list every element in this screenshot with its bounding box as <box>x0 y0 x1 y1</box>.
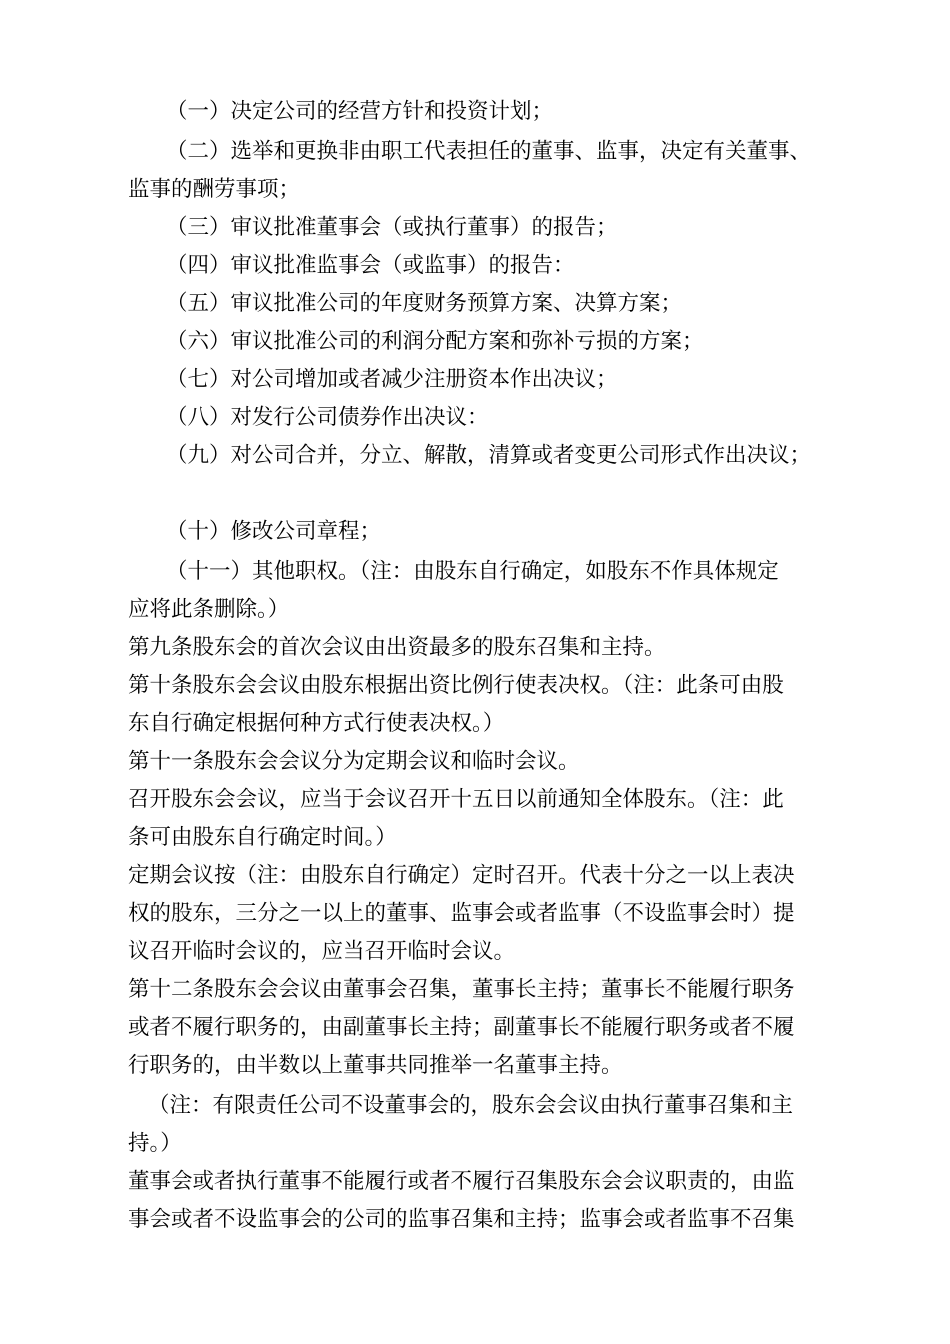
article-11-para-1: 召开股东会会议，应当于会议召开十五日以前通知全体股东。（注：此 <box>128 787 784 812</box>
article-10: 第十条股东会会议由股东根据出资比例行使表决权。（注：此条可由股 <box>128 673 784 698</box>
article-12-note-cont: 持。） <box>128 1131 182 1156</box>
article-11: 第十一条股东会会议分为定期会议和临时会议。 <box>128 749 580 774</box>
article-11-para-2-cont-1: 权的股东，三分之一以上的董事、监事会或者监事（不设监事会时）提 <box>128 901 795 926</box>
clause-item-10: （十）修改公司章程； <box>166 519 382 544</box>
clause-item-11: （十一）其他职权。（注：由股东自行确定，如股东不作具体规定 <box>166 559 779 584</box>
article-11-para-2: 定期会议按（注：由股东自行确定）定时召开。代表十分之一以上表决 <box>128 863 795 888</box>
clause-item-2: （二）选举和更换非由职工代表担任的董事、监事，决定有关董事、 <box>166 139 812 164</box>
article-11-para-1-cont: 条可由股东自行确定时间。） <box>128 825 397 850</box>
clause-item-5: （五）审议批准公司的年度财务预算方案、决算方案； <box>166 291 683 316</box>
clause-item-9: （九）对公司合并，分立、解散，清算或者变更公司形式作出决议； <box>166 443 812 468</box>
clause-item-7: （七）对公司增加或者减少注册资本作出决议； <box>166 367 618 392</box>
article-12: 第十二条股东会会议由董事会召集，董事长主持；董事长不能履行职务 <box>128 977 795 1002</box>
article-12-note: （注：有限责任公司不设董事会的，股东会会议由执行董事召集和主 <box>148 1093 794 1118</box>
article-12-cont-2: 行职务的，由半数以上董事共同推举一名董事主持。 <box>128 1053 623 1078</box>
clause-item-2-cont: 监事的酬劳事项； <box>128 177 301 202</box>
article-9: 第九条股东会的首次会议由出资最多的股东召集和主持。 <box>128 635 666 660</box>
clause-item-3: （三）审议批准董事会（或执行董事）的报告； <box>166 215 618 240</box>
clause-item-8: （八）对发行公司债券作出决议： <box>166 405 489 430</box>
article-10-cont: 东自行确定根据何种方式行使表决权。） <box>128 711 505 736</box>
clause-item-11-cont: 应将此条删除。） <box>128 597 290 622</box>
clause-item-6: （六）审议批准公司的利润分配方案和弥补亏损的方案； <box>166 329 704 354</box>
clause-item-1: （一）决定公司的经营方针和投资计划； <box>166 99 554 124</box>
article-12-cont-1: 或者不履行职务的，由副董事长主持；副董事长不能履行职务或者不履 <box>128 1015 795 1040</box>
article-12-para-2-cont: 事会或者不设监事会的公司的监事召集和主持；监事会或者监事不召集 <box>128 1207 795 1232</box>
clause-item-4: （四）审议批准监事会（或监事）的报告： <box>166 253 575 278</box>
article-11-para-2-cont-2: 议召开临时会议的，应当召开临时会议。 <box>128 939 516 964</box>
article-12-para-2: 董事会或者执行董事不能履行或者不履行召集股东会会议职责的，由监 <box>128 1169 795 1194</box>
